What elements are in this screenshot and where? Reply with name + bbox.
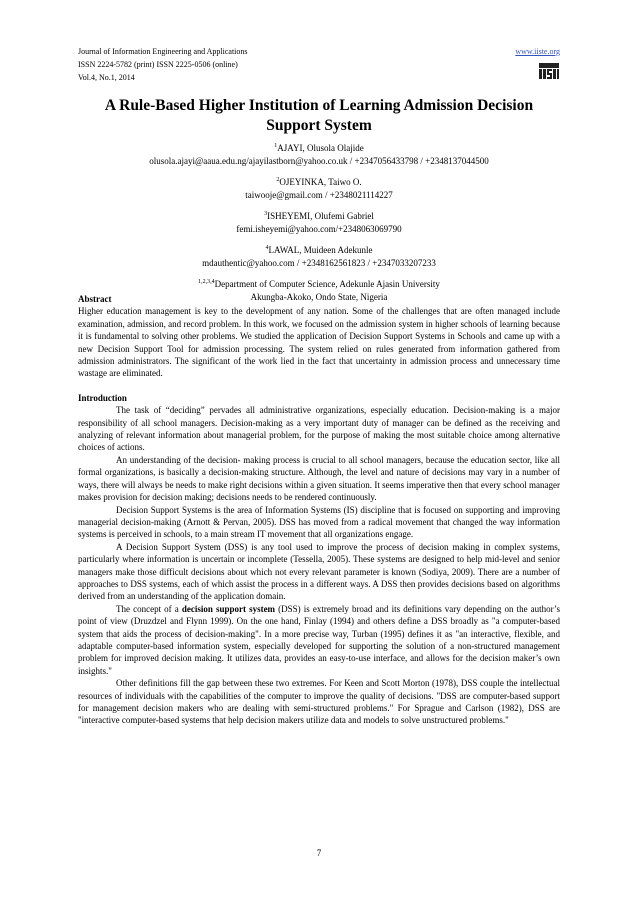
department-superscript: 1,2,3,4 (198, 279, 215, 285)
author-entry (78, 176, 560, 201)
author-superscript: 4 (265, 245, 269, 251)
abstract-heading: Abstract (78, 294, 112, 304)
issn-line: ISSN 2224-5782 (print) ISSN 2225-0506 (online) (78, 60, 238, 69)
intro-paragraph (78, 603, 560, 677)
department-line-1: Department of Computer Science, Adekunle Ajasin University (214, 279, 440, 289)
paper-title: A Rule-Based Higher Institution of Learning Admission Decision Support System (104, 97, 534, 134)
abstract-text: Higher education management is key to the development of any nation. Some of the challenges that are often managed include examination, admission, and record problem. In this work, we focused on the admission system in higher schools of learning because it is fundamental to solving other problems. We studied the application of Decision Support Systems in Schools and came up with a new Decision Support Tool for admission processing. The system relied on rules generated from information gathered from admission administrators. The significant of the work lied in the fact that uncertainty in admission process and unnecessary time wastage are eliminated. (78, 306, 560, 379)
author-name: OJEYINKA, Taiwo O. (279, 177, 362, 187)
author-name: LAWAL, Muideen Adekunle (268, 245, 373, 255)
author-name: AJAYI, Olusola Olajide (277, 143, 364, 153)
introduction-heading: Introduction (78, 392, 127, 403)
department-line-2: Akungba-Akoko, Ondo State, Nigeria (250, 291, 388, 302)
dss-term-bold: decision support system (181, 603, 276, 614)
author-superscript: 1 (274, 143, 278, 149)
author-contact: mdauthentic@yahoo.com / +2348162561823 / +2347033207233 (202, 257, 436, 268)
author-contact: taiwooje@gmail.com / +2348021114227 (245, 189, 393, 200)
paper-body (78, 293, 560, 727)
dss-concept-lead: The concept of a (116, 603, 182, 614)
author-name: ISHEYEMI, Olufemi Gabriel (267, 211, 374, 221)
author-entry (78, 244, 560, 269)
author-entry (78, 142, 560, 167)
author-block (78, 142, 560, 303)
intro-paragraph: Decision Support Systems is the area of Information Systems (IS) discipline that is focused on supporting and improving managerial decision-making (Arnott & Pervan, 2005). DSS has moved from a radical movement that changed the way information systems is perceived in schools, to a main stream IT movement that all organizations engage. (78, 504, 560, 540)
iiste-logo (538, 62, 560, 80)
page-header (78, 45, 560, 84)
volume-line: Vol.4, No.1, 2014 (78, 73, 135, 82)
journal-url-link[interactable]: www.iiste.org (515, 47, 560, 56)
intro-paragraph: The task of “deciding” pervades all administrative organizations, especially education. Decision-making is a major responsibility of all school managers. Decision-making as a very important duty of manager can be defined as the receiving and analyzing of relevant information about managerial problem, for the purpose of making the most suitable choice among alternative choices of actions. (78, 405, 560, 453)
author-superscript: 3 (264, 211, 268, 217)
intro-paragraph: A Decision Support System (DSS) is any tool used to improve the process of decision making in complex systems, particularly where information is uncertain or incomplete (Tessella, 2005). These systems are designed to help mid-level and senior managers make those difficult decisions about which not every relevant parameter is known (Sodiya, 2009). There are a number of approaches to DSS systems, each of which assist the process in a different ways. A DSS then provides decisions based on algorithms derived from an understanding of the application domain. (78, 541, 560, 602)
author-entry (78, 210, 560, 235)
page-number: 7 (316, 848, 322, 858)
journal-name: Journal of Information Engineering and Applications (78, 47, 248, 56)
author-contact: femi.isheyemi@yahoo.com/+2348063069790 (236, 223, 402, 234)
dss-concept-rest: (DSS) is extremely broad and its definitions vary depending on the author’s point of view (Druzdzel and Flynn 1999). On the one hand, Finlay (1994) and others define a DSS broadly as "a computer-based system that aids the process of decision-making". In a more precise way, Turban (1995) defines it as "an interactive, flexible, and adaptable computer-based information system, especially developed for supporting the solution of a non-structured management problem for improved decision making. It utilizes data, provides an easy-to-use interface, and allows for the decision maker’s own insights." (78, 603, 561, 676)
intro-paragraph: An understanding of the decision- making process is crucial to all school managers, because the education sector, like all formal organizations, is basically a decision-making structure. Although, the level and nature of decisions may vary in a number of ways, there will always be needs to make right decisions within a given situation. It seems imperative then that every school manager makes provision for decision making; decisions needs to be rendered continuously. (78, 454, 560, 503)
author-contact: olusola.ajayi@aaua.edu.ng/ajayilastborn@yahoo.co.uk / +2347056433798 / +2348137044500 (149, 155, 489, 166)
intro-paragraph: Other definitions fill the gap between these two extremes. For Keen and Scott Morton (1978), DSS couple the intellectual resources of individuals with the capabilities of the computer to improve the quality of decisions. "DSS are computer-based support for management decision makers who are dealing with semi-structured problems." For Sprague and Carlson (1982), DSS are "interactive computer-based systems that help decision makers utilize data and models to solve unstructured problems." (78, 678, 560, 726)
author-superscript: 2 (276, 177, 280, 183)
